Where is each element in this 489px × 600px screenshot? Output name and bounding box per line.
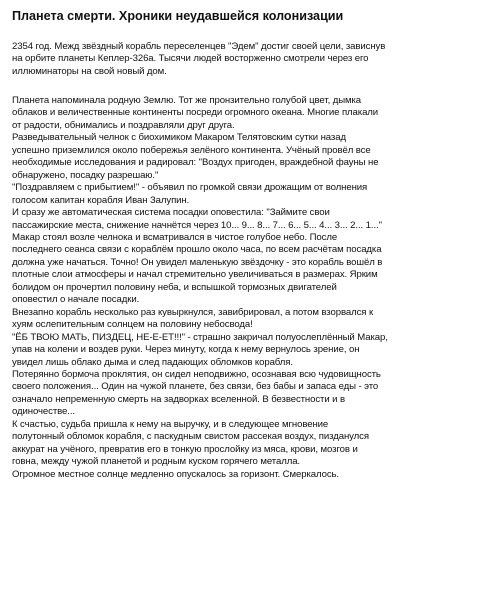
- text-line: полутонный обломок корабля, с паскудным свистом рассекая воздух, пизданулся: [12, 431, 369, 443]
- text-line: пассажирские места, снижение начнётся через 10... 9... 8... 7... 6... 5... 4... 3... 2... 1...": [12, 219, 382, 231]
- text-line: хуям ослепительным солнцем на половину небосвода!: [12, 319, 253, 331]
- text-line: Потерянно бормоча проклятия, он сидел неподвижно, осознавая всю чудовищность: [12, 369, 381, 380]
- text-line: означало непременную смерть на задворках вселенной. В безвестности и в: [12, 393, 346, 405]
- text-line: от радости, обнимались и поздравляли друг друга.: [12, 119, 235, 131]
- text-line: должна уже начаться. Точно! Он увидел маленькую звёздочку - это корабль вошёл в: [12, 256, 383, 268]
- text-line: болидом он прочертил половину неба, и вспышкой тормозных двигателей: [12, 281, 337, 293]
- text-line: 2354 год. Межд звёздный корабль переселенцев "Эдем" достиг своей цели, зависнув: [12, 41, 386, 52]
- text-line: иллюминаторы на свой новый дом.: [12, 65, 167, 77]
- text-line: Внезапно корабль несколько раз кувыркнулся, завибрировал, а потом взорвался к: [12, 306, 374, 318]
- text-line: оповестил о начале посадки.: [12, 294, 140, 306]
- text-line: К счастью, судьба пришла к нему на выручку, и в следующее мгновение: [12, 418, 329, 430]
- text-line: говна, между чужой планетой и родным куском горячего металла.: [12, 456, 300, 468]
- intro-paragraph: [12, 41, 477, 78]
- text-line: голосом капитан корабля Иван Залупин.: [12, 194, 190, 206]
- text-line: Разведывательный челнок с биохимиком Макаром Телятовским сутки назад: [12, 132, 346, 144]
- article-title: Планета смерти. Хроники неудавшейся колонизации: [12, 9, 344, 23]
- text-line: упав на колени и воздев руки. Через минуту, когда к нему вернулось зрение, он: [12, 344, 360, 356]
- text-line: на орбите планеты Кеплер-326а. Тысячи людей восторженно смотрели через его: [12, 53, 369, 65]
- text-line: "ЁБ ТВОЮ МАТЬ, ПИЗДЕЦ, НЕ-Е-ЕТ!!!" - страшно закричал полуослеплённый Макар,: [12, 331, 388, 343]
- text-line: аккурат на учёного, превратив его в тонкую прослойку из мяса, крови, мозгов и: [12, 443, 358, 455]
- text-line: И сразу же автоматическая система посадки оповестила: "Займите свои: [12, 207, 330, 219]
- text-line: плотные слои атмосферы и начал стремительно увеличиваться в размерах. Ярким: [12, 269, 378, 281]
- text-line: увидел лишь облако дыма и след падающих обломков корабля.: [12, 356, 293, 368]
- story-body: [12, 95, 477, 481]
- text-line: "Поздравляем с прибытием!" - объявил по громкой связи дрожащим от волнения: [12, 182, 368, 194]
- text-line: облаков и величественные континенты посреди огромного океана. Многие плакали: [12, 107, 379, 119]
- text-line: Макар стоял возле челнока и всматривался в чистое голубое небо. После: [12, 232, 338, 244]
- text-line: своего положения... Один на чужой планете, без связи, без бабы и запаса еды - это: [12, 381, 379, 393]
- text-line: Планета напоминала родную Землю. Тот же пронзительно голубой цвет, дымка: [12, 95, 362, 107]
- text-line: успешно приземлился около побережья зелёного континента. Учёный провёл все: [12, 144, 371, 156]
- text-line: последнего сеанса связи с кораблём прошло около часа, по всем расчётам посадка: [12, 244, 382, 256]
- text-line: Огромное местное солнце медленно опускалось за горизонт. Смеркалось.: [12, 468, 339, 480]
- text-line: необходимые исследования и радировал: "Воздух пригоден, враждебной фауны не: [12, 157, 379, 169]
- text-line: обнаружено, посадку разрешаю.": [12, 169, 159, 181]
- text-line: одиночестве...: [12, 406, 75, 418]
